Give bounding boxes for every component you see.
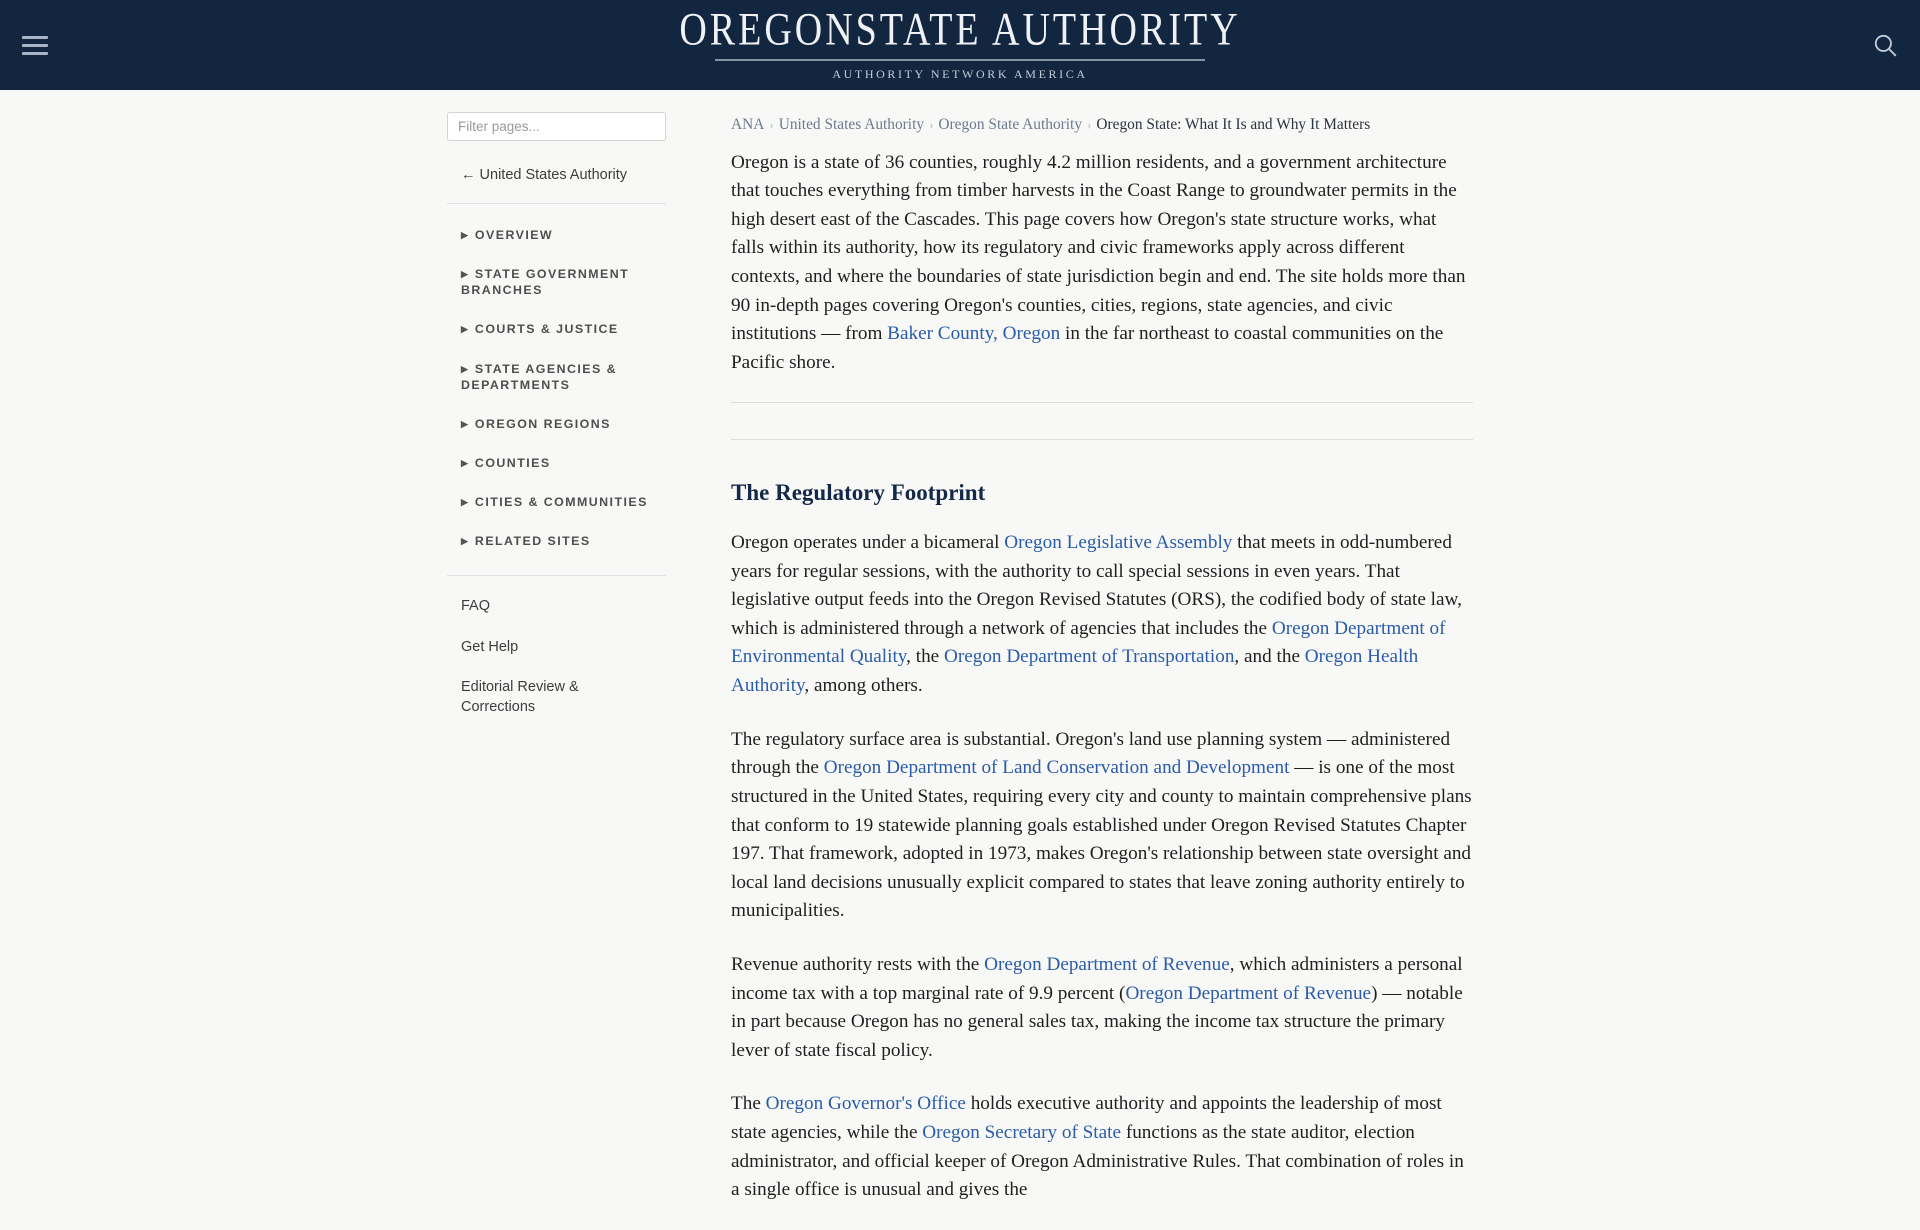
link-oregon-health-authority[interactable]: Oregon Health Authority (731, 646, 1419, 697)
chevron-right-icon: ▶ (461, 363, 468, 374)
sidebar-item-cities-communities[interactable] (447, 494, 661, 510)
hamburger-bar (22, 44, 48, 47)
para4-text-1: Revenue authority rests with the (731, 953, 985, 975)
intro-text-1: Oregon is a state of 36 counties, roughly 4.2 million residents, and a government architecture that touches everything from timber harvests in the Coast Range to groundwater permits in the high desert east of the Cascades. This page covers how Oregon's state structure works, what falls within its authority, how its regulatory and civic frameworks apply across different contexts, and where the boundaries of state jurisdiction begin and end. The site holds more than 90 in-depth pages covering Oregon's counties, cities, regions, state agencies, and civic institutions — from (731, 151, 1466, 345)
para2-text-3: , the (906, 646, 944, 668)
main-content (731, 112, 1473, 1230)
sidebar (447, 112, 675, 718)
paragraph-land-use (731, 726, 1473, 926)
intro-text-2: in the far northeast to coastal communities on the Pacific shore. (731, 323, 1444, 373)
chevron-right-icon: ▶ (461, 269, 468, 280)
site-subtitle: AUTHORITY NETWORK AMERICA (832, 66, 1088, 81)
chevron-right-icon: ▶ (461, 230, 468, 240)
search-icon[interactable] (1872, 32, 1898, 58)
link-oregon-dept-land-conservation-development[interactable]: Oregon Department of Land Conservation and Development (823, 757, 1290, 779)
chevron-right-icon: ▶ (461, 418, 468, 429)
hamburger-icon[interactable] (18, 31, 52, 59)
sidebar-item-label: RELATED SITES (474, 534, 591, 549)
sidebar-item-courts-justice[interactable] (447, 321, 661, 337)
brand-divider (715, 59, 1205, 61)
section-heading-regulatory-footprint: The Regulatory Footprint (731, 480, 986, 506)
breadcrumb-item-oregon-state-authority[interactable]: Oregon State Authority (938, 116, 1083, 133)
link-oregon-dept-environmental-quality[interactable]: Oregon Department of Environmental Quality (731, 617, 1446, 668)
link-oregon-dept-revenue[interactable]: Oregon Department of Revenue (984, 953, 1230, 975)
sidebar-item-label: COUNTIES (474, 455, 551, 470)
sidebar-back-link[interactable]: ← United States Authority (447, 167, 666, 204)
para3-text-2: — is one of the most structured in the United States, requiring every city and county to maintain comprehensive plans that conform to 19 statewide planning goals established under Oregon Revised Statutes Chapter 197. That framework, adopted in 1973, makes Oregon's relationship between state oversight and local land decisions unusually explicit compared to states that leave zoning authority entirely to municipalities. (731, 757, 1472, 922)
link-oregon-dept-revenue-secondary[interactable]: Oregon Department of Revenue (1125, 982, 1372, 1004)
filter-pages-input[interactable] (447, 112, 666, 141)
hamburger-bar (22, 36, 48, 39)
para2-text-5: , among others. (804, 675, 923, 697)
site-brand[interactable] (679, 3, 1241, 81)
sidebar-link-get-help[interactable]: Get Help (461, 638, 519, 655)
content-divider-bottom (731, 439, 1473, 440)
link-oregon-dept-transportation[interactable]: Oregon Department of Transportation (943, 646, 1235, 668)
para2-text-4: , and the (1234, 646, 1305, 668)
link-baker-county-oregon[interactable]: Baker County, Oregon (887, 323, 1061, 345)
sidebar-divider (447, 575, 666, 576)
sidebar-item-state-agencies-departments[interactable] (447, 361, 661, 393)
breadcrumb-item-united-states-authority[interactable]: United States Authority (778, 116, 925, 133)
sidebar-item-label: CITIES & COMMUNITIES (474, 495, 648, 509)
sidebar-item-state-government-branches[interactable] (447, 266, 661, 298)
hamburger-bar (22, 52, 48, 55)
para2-text-2: that meets in odd-numbered years for regular sessions, with the authority to call special sessions in even years. That legislative output feeds into the Oregon Revised Statutes (ORS), the codified body of state law, which is administered through a network of agencies that includes the (731, 532, 1462, 639)
link-oregon-governors-office[interactable]: Oregon Governor's Office (765, 1093, 966, 1115)
chevron-right-icon: ▶ (461, 324, 468, 335)
intro-paragraph (731, 149, 1473, 378)
breadcrumb-item-ana[interactable]: ANA (731, 116, 765, 133)
breadcrumb (731, 114, 1473, 136)
page-body (0, 90, 1920, 1230)
sidebar-item-label: OVERVIEW (474, 228, 554, 242)
breadcrumb-current-page: Oregon State: What It Is and Why It Matters (1096, 116, 1371, 133)
content-divider-top (731, 402, 1473, 403)
link-oregon-legislative-assembly[interactable]: Oregon Legislative Assembly (1004, 532, 1233, 554)
sidebar-item-label: COURTS & JUSTICE (474, 322, 619, 337)
paragraph-legislative (731, 529, 1473, 701)
para5-text-3: functions as the state auditor, election administrator, and official keeper of Oregon Administrative Rules. That combination of roles in a single office is unusual and gives the (731, 1122, 1464, 1201)
breadcrumb-separator: › (769, 117, 774, 132)
sidebar-item-label: STATE AGENCIES & DEPARTMENTS (461, 361, 617, 392)
para5-text-1: The (731, 1093, 766, 1115)
para3-text-1: The regulatory surface area is substantial. Oregon's land use planning system — administered through the (731, 728, 1451, 779)
chevron-right-icon: ▶ (461, 497, 468, 507)
breadcrumb-separator: › (929, 117, 934, 132)
paragraph-revenue (731, 951, 1473, 1065)
sidebar-item-counties[interactable] (447, 455, 661, 471)
chevron-right-icon: ▶ (461, 457, 468, 468)
sidebar-link-faq[interactable]: FAQ (461, 598, 491, 615)
paragraph-executive (731, 1090, 1473, 1204)
para4-text-3: ) — notable in part because Oregon has no general sales tax, making the income tax structure the primary lever of state fiscal policy. (731, 982, 1463, 1061)
site-header (0, 0, 1920, 90)
para5-text-2: holds executive authority and appoints the leadership of most state agencies, while the (731, 1093, 1442, 1143)
chevron-right-icon: ▶ (461, 536, 468, 547)
sidebar-item-label: OREGON REGIONS (474, 416, 611, 431)
sidebar-link-editorial-review[interactable]: Editorial Review & Corrections (461, 679, 579, 715)
sidebar-item-overview[interactable] (447, 227, 661, 243)
sidebar-item-related-sites[interactable] (447, 533, 661, 549)
breadcrumb-separator: › (1087, 117, 1092, 132)
site-title: OREGONSTATE AUTHORITY (679, 3, 1241, 56)
para2-text-1: Oregon operates under a bicameral (731, 532, 1005, 554)
sidebar-item-oregon-regions[interactable] (447, 416, 661, 432)
link-oregon-secretary-of-state[interactable]: Oregon Secretary of State (922, 1122, 1122, 1143)
sidebar-item-label: STATE GOVERNMENT BRANCHES (461, 267, 630, 298)
para4-text-2: , which administers a personal income tax with a top marginal rate of 9.9 percent ( (731, 953, 1463, 1004)
